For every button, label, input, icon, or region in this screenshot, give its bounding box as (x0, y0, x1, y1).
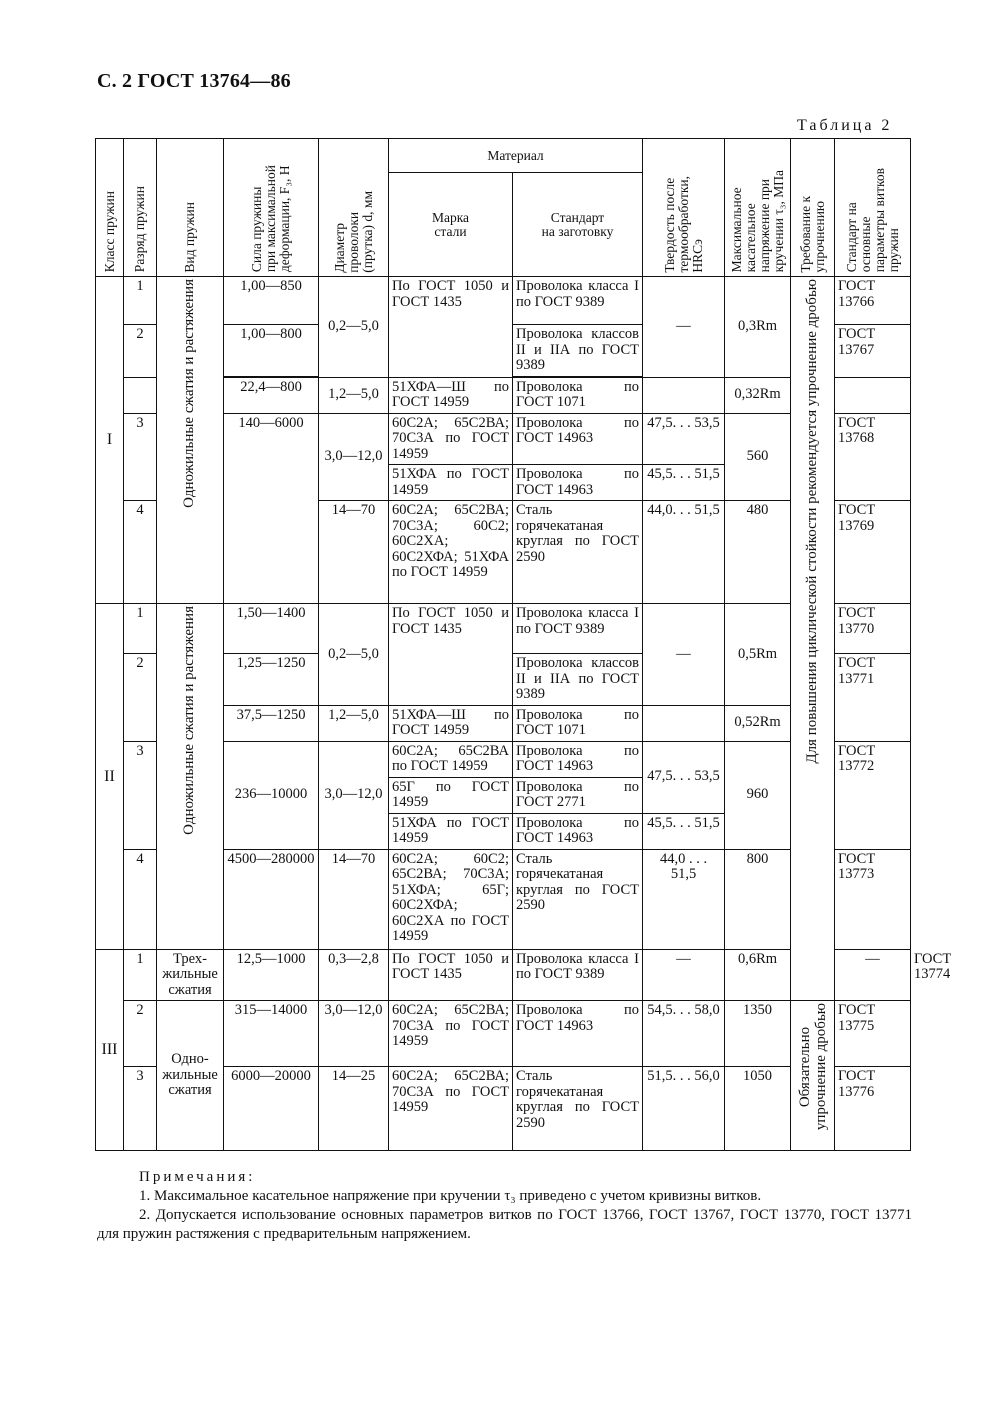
diameter-cell: 3,0—12,0 (319, 1001, 389, 1067)
hardness-cell: 47,5. . . 53,5 (643, 741, 725, 813)
empty-cell (835, 377, 911, 413)
class-cell: II (96, 604, 124, 950)
hardness-cell: 45,5. . . 51,5 (643, 465, 725, 501)
force-cell: 1,25—1250 (224, 654, 319, 706)
empty-cell (643, 705, 725, 741)
blank-standard-cell: Проволока классов II и IIА по ГОСТ 9389 (513, 325, 643, 377)
hardness-cell: — (643, 277, 725, 378)
table-row (96, 604, 911, 654)
type-cell: Трех- жильные сжатия (157, 949, 224, 1001)
steel-cell: 51ХФА—Ш по ГОСТ 14959 (389, 705, 513, 741)
diameter-cell: 1,2—5,0 (319, 705, 389, 741)
stress-cell: 0,6Rm (725, 949, 791, 1001)
hardness-cell: 44,0. . . 51,5 (643, 501, 725, 604)
steel-cell: 51ХФА—Ш по ГОСТ 14959 (389, 377, 513, 413)
diameter-cell: 3,0—12,0 (319, 741, 389, 849)
blank-standard-cell: Проволока класса I по ГОСТ 9389 (513, 949, 643, 1001)
steel-cell: 51ХФА по ГОСТ 14959 (389, 813, 513, 849)
diameter-cell: 0,3—2,8 (319, 949, 389, 1001)
grade-cell: 4 (124, 849, 157, 949)
blank-standard-cell: Сталь горячекатаная круглая по ГОСТ 2590 (513, 501, 643, 604)
blank-standard-cell: Проволока по ГОСТ 14963 (513, 413, 643, 465)
spring-spec-table (95, 138, 952, 1151)
type-cell: Одножильные сжатия и растяжения (157, 604, 224, 950)
col-stress-header: Максимальное касательное напряжение при кручении τ₃, МПа (725, 139, 791, 277)
col-type-header: Вид пружин (157, 139, 224, 277)
note-2: 2. Допускается использование основных параметров витков по ГОСТ 13766, ГОСТ 13767, ГОСТ 13770, ГОСТ 13771 для пружин растяжения с предварительным напряжением. (97, 1207, 912, 1242)
steel-cell: 60С2А; 65С2ВА; 70С3А по ГОСТ 14959 (389, 1067, 513, 1151)
hardening-cell: — (835, 949, 911, 1001)
hardness-cell: — (643, 949, 725, 1001)
table-row (96, 277, 911, 324)
grade-cell: 2 (124, 325, 157, 378)
col-material-header: Материал (389, 139, 643, 173)
note-1: 1. Максимальное касательное напряжение при кручении τ₃ приведено с учетом кривизны витков. (139, 1188, 762, 1204)
force-cell: 12,5—1000 (224, 949, 319, 1001)
blank-standard-cell: Проволока по ГОСТ 1071 (513, 377, 643, 413)
stress-cell: 560 (725, 413, 791, 501)
hardness-cell: 44,0 . . . 51,5 (643, 849, 725, 949)
hardening-cell: Обязательно упрочнение дробью (791, 1001, 835, 1151)
col-standard-params-header: Стандарт на основные параметры витков пружин (835, 139, 911, 277)
empty-cell (124, 377, 157, 413)
hardness-cell: 54,5. . . 58,0 (643, 1001, 725, 1067)
diameter-cell: 0,2—5,0 (319, 277, 389, 378)
force-cell: 140—6000 (224, 413, 319, 604)
standard-params-cell: ГОСТ 13771 (835, 654, 911, 742)
type-cell: Одно- жильные сжатия (157, 1001, 224, 1151)
blank-standard-cell: Проволока по ГОСТ 1071 (513, 705, 643, 741)
force-cell: 1,50—1400 (224, 604, 319, 654)
blank-standard-cell: Проволока по ГОСТ 2771 (513, 777, 643, 813)
type-cell: Одножильные сжатия и растяжения (157, 277, 224, 604)
hardness-cell: — (643, 604, 725, 706)
blank-standard-cell: Проволока по ГОСТ 14963 (513, 741, 643, 777)
grade-cell: 3 (124, 741, 157, 849)
stress-cell: 480 (725, 501, 791, 604)
grade-cell: 3 (124, 1067, 157, 1151)
col-hardening-header: Требование к упрочнению (791, 139, 835, 277)
grade-cell: 4 (124, 501, 157, 604)
steel-cell: 60С2А; 65С2ВА; 70С3А по ГОСТ 14959 (389, 1001, 513, 1067)
standard-params-cell: ГОСТ 13766 (835, 277, 911, 325)
table-row: III 1 Трех- жильные сжатия 12,5—1000 0,3—2,8 По ГОСТ 1050 и ГОСТ 1435 Проволока класса I по ГОСТ 9389 — 0,6Rm — ГОСТ 13774 (96, 949, 911, 1001)
notes-title: Примечания: (139, 1169, 256, 1185)
hardening-cell: Для повышения циклической стойкости рекомендуется упрочнение дробью (791, 277, 835, 1001)
force-cell: 6000—20000 (224, 1067, 319, 1151)
steel-cell: 60С2А; 60С2; 65С2ВА; 70С3А; 51ХФА; 65Г; 60С2ХФА; 60С2ХА по ГОСТ 14959 (389, 849, 513, 949)
hardness-cell: 47,5. . . 53,5 (643, 413, 725, 465)
diameter-cell: 14—25 (319, 1067, 389, 1151)
standard-params-cell: ГОСТ 13776 (835, 1067, 911, 1151)
blank-standard-cell: Проволока по ГОСТ 14963 (513, 1001, 643, 1067)
grade-cell: 1 (124, 604, 157, 654)
steel-cell: 51ХФА по ГОСТ 14959 (389, 465, 513, 501)
stress-cell: 800 (725, 849, 791, 949)
diameter-cell: 3,0—12,0 (319, 413, 389, 501)
col-blank-standard-header: Стандарт на заготовку (513, 173, 643, 277)
col-hardness-header: Твердость после термообработки, HRCэ (643, 139, 725, 277)
table-caption: Таблица 2 (797, 117, 893, 134)
blank-standard-cell: Проволока по ГОСТ 14963 (513, 465, 643, 501)
blank-standard-cell: Проволока по ГОСТ 14963 (513, 813, 643, 849)
blank-standard-cell: Проволока класса I по ГОСТ 9389 (513, 277, 643, 325)
grade-cell: 1 (124, 277, 157, 325)
diameter-cell: 14—70 (319, 849, 389, 949)
standard-params-cell: ГОСТ 13769 (835, 501, 911, 604)
standard-params-cell: ГОСТ 13775 (835, 1001, 911, 1067)
hardness-cell: 45,5. . . 51,5 (643, 813, 725, 849)
force-cell: 37,5—1250 (224, 705, 319, 741)
force-cell: 315—14000 (224, 1001, 319, 1067)
steel-cell: 60С2А; 65С2ВА по ГОСТ 14959 (389, 741, 513, 777)
table-row (96, 1001, 911, 1067)
blank-standard-cell: Проволока класса I по ГОСТ 9389 (513, 604, 643, 654)
stress-cell: 960 (725, 741, 791, 849)
empty-cell (643, 377, 725, 413)
stress-cell: 0,52Rm (725, 705, 791, 741)
steel-cell: 65Г по ГОСТ 14959 (389, 777, 513, 813)
stress-cell: 0,32Rm (725, 377, 791, 413)
page-header: С. 2 ГОСТ 13764—86 (97, 70, 291, 92)
grade-cell: 3 (124, 413, 157, 501)
force-cell: 22,4—800 (224, 377, 319, 413)
steel-cell: 60С2А; 65С2ВА; 70С3А; 60С2; 60С2ХА; 60С2ХФА; 51ХФА по ГОСТ 14959 (389, 501, 513, 604)
grade-cell: 2 (124, 654, 157, 742)
class-cell: I (96, 277, 124, 604)
force-cell: 1,00—850 (224, 277, 319, 325)
col-steel-grade-header: Марка стали (389, 173, 513, 277)
standard-params-cell: ГОСТ 13770 (835, 604, 911, 654)
steel-cell: 60С2А; 65С2ВА; 70С3А по ГОСТ 14959 (389, 413, 513, 465)
steel-cell: По ГОСТ 1050 и ГОСТ 1435 (389, 604, 513, 706)
col-grade-header: Разряд пружин (124, 139, 157, 277)
standard-params-cell: ГОСТ 13772 (835, 741, 911, 849)
diameter-cell: 14—70 (319, 501, 389, 604)
force-cell: 236—10000 (224, 741, 319, 849)
steel-cell: По ГОСТ 1050 и ГОСТ 1435 (389, 949, 513, 1001)
col-diameter-header: Диаметр проволоки (прутка) d, мм (319, 139, 389, 277)
standard-params-cell: ГОСТ 13768 (835, 413, 911, 501)
stress-cell: 1050 (725, 1067, 791, 1151)
class-cell: III (96, 949, 124, 1151)
stress-cell: 1350 (725, 1001, 791, 1067)
notes-block (97, 1168, 912, 1244)
standard-params-cell: ГОСТ 13773 (835, 849, 911, 949)
stress-cell: 0,3Rm (725, 277, 791, 378)
diameter-cell: 0,2—5,0 (319, 604, 389, 706)
diameter-cell: 1,2—5,0 (319, 377, 389, 413)
force-cell: 1,00—800 (224, 325, 319, 377)
blank-standard-cell: Сталь горячекатаная круглая по ГОСТ 2590 (513, 1067, 643, 1151)
force-cell: 4500—280000 (224, 849, 319, 949)
steel-cell: По ГОСТ 1050 и ГОСТ 1435 (389, 277, 513, 378)
blank-standard-cell: Сталь горячекатаная круглая по ГОСТ 2590 (513, 849, 643, 949)
hardness-cell: 51,5. . . 56,0 (643, 1067, 725, 1151)
standard-params-cell: ГОСТ 13767 (835, 325, 911, 378)
col-force-header: Сила пружины при максимальной деформации, F₃, Н (224, 139, 319, 277)
grade-cell: 2 (124, 1001, 157, 1067)
grade-cell: 1 (124, 949, 157, 1001)
blank-standard-cell: Проволока классов II и IIА по ГОСТ 9389 (513, 654, 643, 706)
col-class-header: Класс пружин (96, 139, 124, 277)
stress-cell: 0,5Rm (725, 604, 791, 706)
